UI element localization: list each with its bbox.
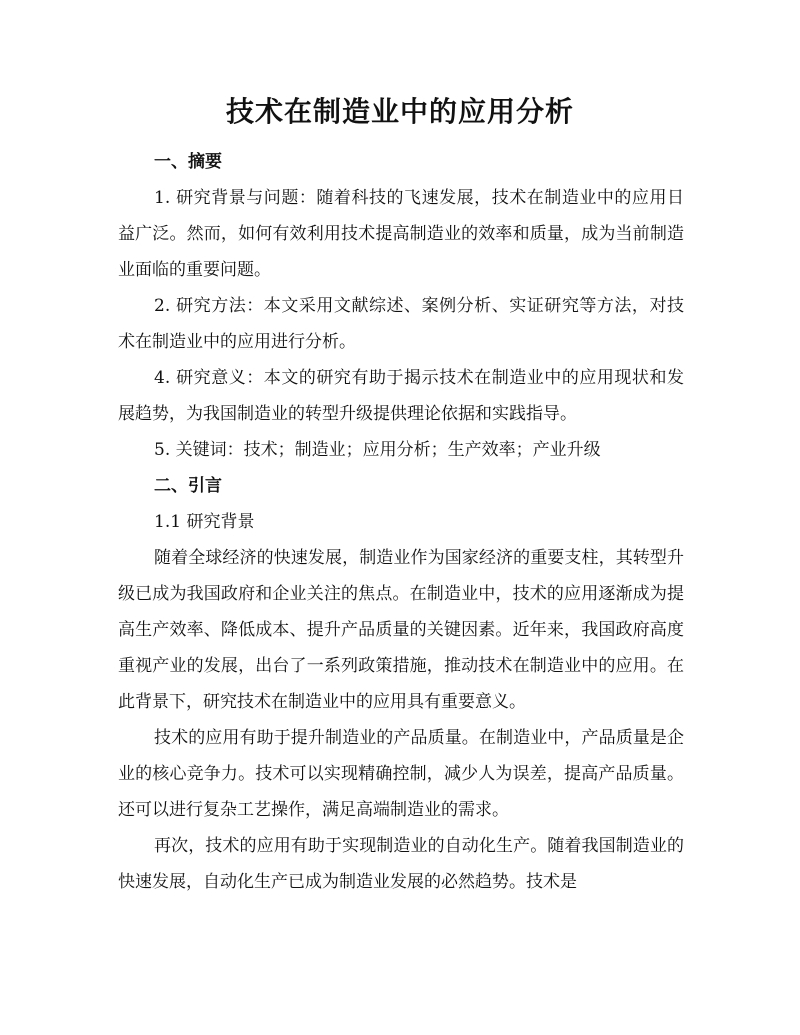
abstract-item-method: 2. 研究方法：本文采用文献综述、案例分析、实证研究等方法，对技术在制造业中的应用进行分析。	[118, 296, 684, 352]
abstract-item-background: 1. 研究背景与问题：随着科技的飞速发展，技术在制造业中的应用日益广泛。然而，如何有效利用技术提高制造业的效率和质量，成为当前制造业面临的重要问题。	[118, 188, 684, 280]
document-title: 技术在制造业中的应用分析	[225, 95, 574, 128]
intro-paragraph: 再次，技术的应用有助于实现制造业的自动化生产。随着我国制造业的快速发展，自动化生产已成为制造业发展的必然趋势。技术是	[118, 836, 684, 892]
section-heading-abstract: 一、摘要	[154, 152, 222, 172]
intro-paragraph: 技术的应用有助于提升制造业的产品质量。在制造业中，产品质量是企业的核心竞争力。技术可以实现精确控制，减少人为误差，提高产品质量。还可以进行复杂工艺操作，满足高端制造业的需求。	[118, 728, 684, 820]
intro-paragraph: 随着全球经济的快速发展，制造业作为国家经济的重要支柱，其转型升级已成为我国政府和企业关注的焦点。在制造业中，技术的应用逐渐成为提高生产效率、降低成本、提升产品质量的关键因素。近年来，我国政府高度重视产业的发展，出台了一系列政策措施，推动技术在制造业中的应用。在此背景下，研究技术在制造业中的应用具有重要意义。	[118, 548, 684, 712]
document-body	[118, 144, 684, 900]
section-heading-intro: 二、引言	[154, 476, 222, 496]
abstract-item-keywords: 5. 关键词：技术；制造业；应用分析；生产效率；产业升级	[154, 440, 601, 460]
subsection-heading-background: 1.1 研究背景	[154, 512, 255, 532]
abstract-item-significance: 4. 研究意义：本文的研究有助于揭示技术在制造业中的应用现状和发展趋势，为我国制造业的转型升级提供理论依据和实践指导。	[118, 368, 684, 424]
